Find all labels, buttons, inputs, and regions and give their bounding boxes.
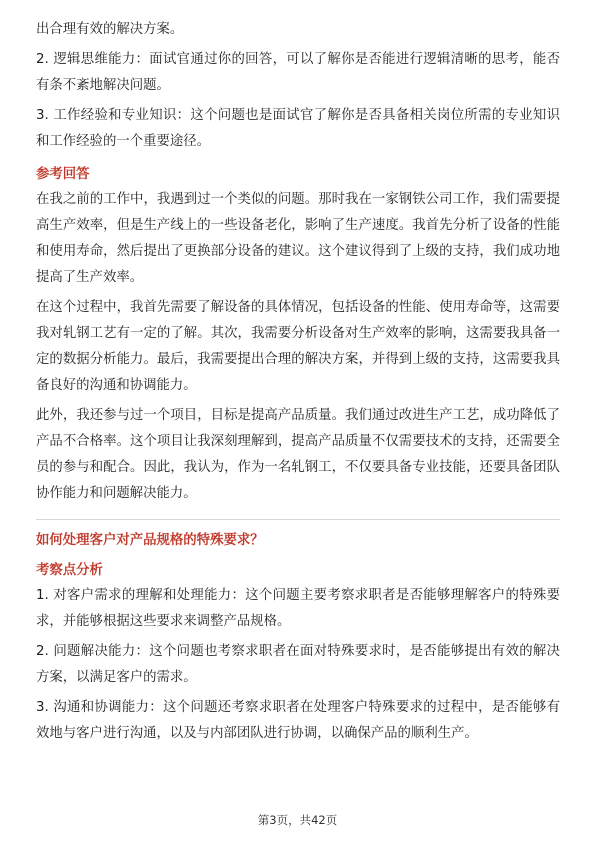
analysis-heading: 考察点分析 — [36, 563, 103, 578]
page-number: 第3页，共42页 — [257, 813, 338, 827]
analysis-point-3: 3. 工作经验和专业知识：这个问题也是面试官了解你是否具备相关岗位所需的专业知识和工作经验的一个重要途径。 — [36, 108, 560, 149]
reference-paragraph-3: 此外，我还参与过一个项目，目标是提高产品质量。我们通过改进生产工艺，成功降低了产品不合格率。这个项目让我深刻理解到，提高产品质量不仅需要技术的支持，还需要全员的参与和配合。因此，我认为，作为一名轧钢工，不仅要具备专业技能，还要具备团队协作能力和问题解决能力。 — [36, 408, 560, 501]
question-point-1: 1. 对客户需求的理解和处理能力：这个问题主要考察求职者是否能够理解客户的特殊要求，并能够根据这些要求来调整产品规格。 — [36, 588, 560, 629]
page-content — [36, 17, 560, 747]
question-point-2: 2. 问题解决能力：这个问题也考察求职者在面对特殊要求时，是否能够提出有效的解决方案，以满足客户的需求。 — [36, 644, 560, 685]
reference-paragraph-2: 在这个过程中，我首先需要了解设备的具体情况，包括设备的性能、使用寿命等，这需要我对轧钢工艺有一定的了解。其次，我需要分析设备对生产效率的影响，这需要我具备一定的数据分析能力。最后，我需要提出合理的解决方案，并得到上级的支持，这需要我具备良好的沟通和协调能力。 — [36, 300, 560, 393]
analysis-point-2: 2. 逻辑思维能力：面试官通过你的回答，可以了解你是否能进行逻辑清晰的思考，能否有条不紊地解决问题。 — [36, 52, 560, 93]
question-title: 如何处理客户对产品规格的特殊要求？ — [36, 533, 264, 548]
question-point-3: 3. 沟通和协调能力：这个问题还考察求职者在处理客户特殊要求的过程中，是否能够有效地与客户进行沟通，以及与内部团队进行协调，以确保产品的顺利生产。 — [36, 700, 560, 741]
section-divider — [36, 519, 560, 520]
reference-answer-heading: 参考回答 — [36, 167, 90, 182]
analysis-point-tail: 出合理有效的解决方案。 — [36, 22, 184, 37]
reference-paragraph-1: 在我之前的工作中，我遇到过一个类似的问题。那时我在一家钢铁公司工作，我们需要提高生产效率，但是生产线上的一些设备老化，影响了生产速度。我首先分析了设备的性能和使用寿命，然后提出了更换部分设备的建议。这个建议得到了上级的支持，我们成功地提高了生产效率。 — [36, 192, 560, 285]
